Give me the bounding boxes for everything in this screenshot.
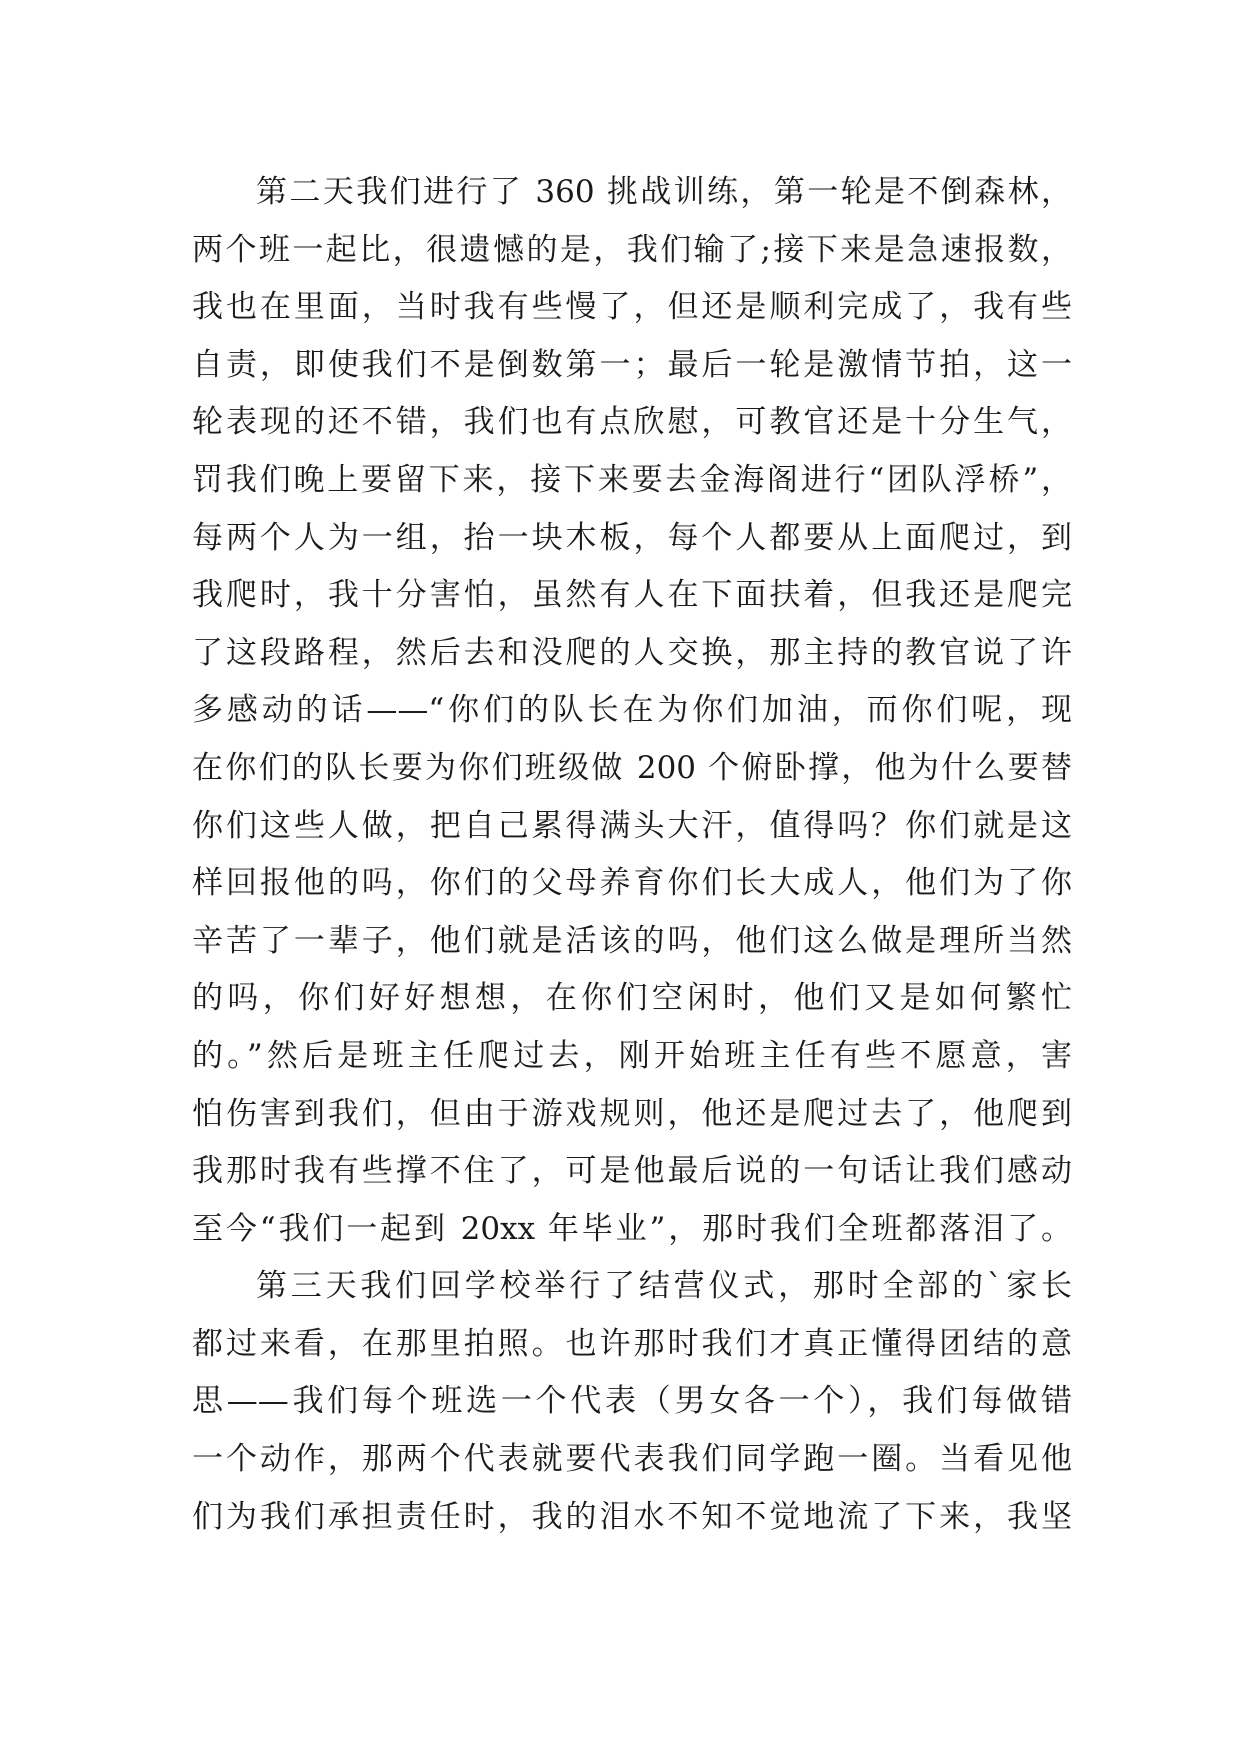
text-line: 的吗，你们好好想想，在你们空闲时，他们又是如何繁忙 <box>192 980 1072 1017</box>
paragraph-day-three <box>192 1258 1072 1546</box>
text-line: 我那时我有些撑不住了，可是他最后说的一句话让我们感动 <box>192 1153 1072 1190</box>
text-line: 至今“我们一起到 20xx 年毕业”，那时我们全班都落泪了。 <box>192 1210 1072 1247</box>
text-line: 轮表现的还不错，我们也有点欣慰，可教官还是十分生气， <box>192 404 1072 441</box>
text-line: 我也在里面，当时我有些慢了，但还是顺利完成了，我有些 <box>192 289 1072 326</box>
text-line: 你们这些人做，把自己累得满头大汗，值得吗？你们就是这 <box>192 807 1072 844</box>
text-line: 自责，即使我们不是倒数第一；最后一轮是激情节拍，这一 <box>192 346 1072 383</box>
text-line: 第三天我们回学校举行了结营仪式，那时全部的`家长 <box>256 1268 1072 1305</box>
text-line: 罚我们晚上要留下来，接下来要去金海阁进行“团队浮桥”， <box>192 461 1072 498</box>
text-line: 多感动的话——“你们的队长在为你们加油，而你们呢，现 <box>192 692 1072 729</box>
text-line: 思——我们每个班选一个代表（男女各一个），我们每做错 <box>192 1383 1072 1420</box>
text-line: 了这段路程，然后去和没爬的人交换，那主持的教官说了许 <box>192 634 1072 671</box>
text-line: 一个动作，那两个代表就要代表我们同学跑一圈。当看见他 <box>192 1441 1072 1478</box>
text-line: 我爬时，我十分害怕，虽然有人在下面扶着，但我还是爬完 <box>192 577 1072 614</box>
text-line: 每两个人为一组，抬一块木板，每个人都要从上面爬过，到 <box>192 519 1072 556</box>
text-line: 怕伤害到我们，但由于游戏规则，他还是爬过去了，他爬到 <box>192 1095 1072 1132</box>
body-text <box>192 164 1072 1546</box>
text-line: 两个班一起比，很遗憾的是，我们输了;接下来是急速报数， <box>192 231 1072 268</box>
text-line: 的。”然后是班主任爬过去，刚开始班主任有些不愿意，害 <box>192 1037 1072 1074</box>
text-line: 在你们的队长要为你们班级做 200 个俯卧撑，他为什么要替 <box>192 749 1072 786</box>
text-line: 都过来看，在那里拍照。也许那时我们才真正懂得团结的意 <box>192 1325 1072 1362</box>
text-line: 们为我们承担责任时，我的泪水不知不觉地流了下来，我坚 <box>192 1498 1072 1535</box>
paragraph-day-two <box>192 164 1072 1258</box>
text-line: 样回报他的吗，你们的父母养育你们长大成人，他们为了你 <box>192 865 1072 902</box>
text-line: 第二天我们进行了 360 挑战训练，第一轮是不倒森林， <box>256 174 1072 210</box>
text-line: 辛苦了一辈子，他们就是活该的吗，他们这么做是理所当然 <box>192 922 1072 959</box>
